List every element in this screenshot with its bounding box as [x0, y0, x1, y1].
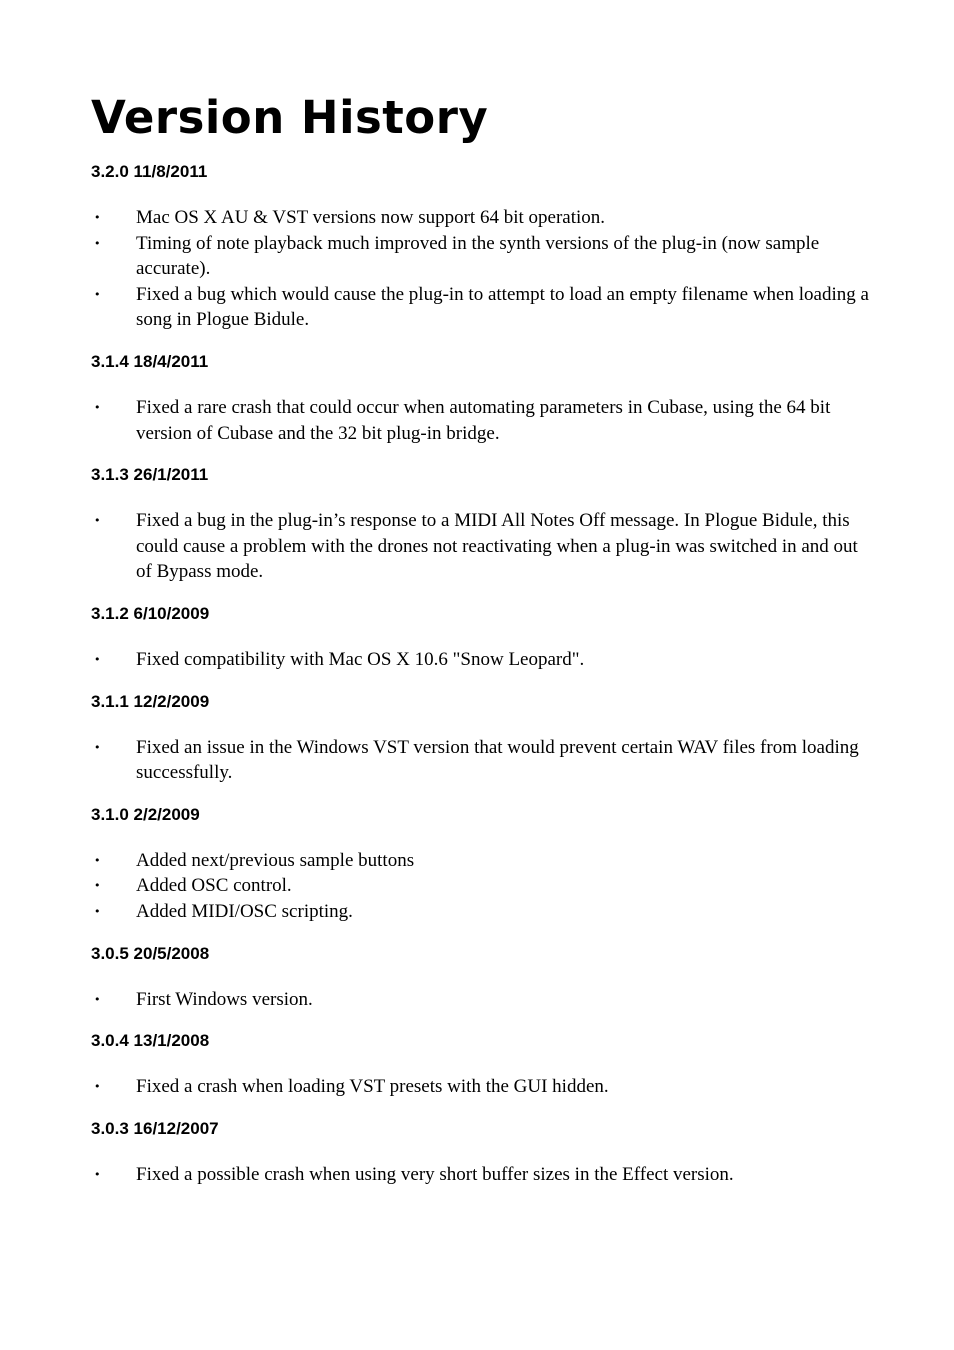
bullet-icon: •: [94, 904, 101, 918]
change-list: [91, 508, 871, 585]
version-section: [91, 805, 871, 925]
change-text: First Windows version.: [136, 988, 313, 1010]
change-text: Fixed a crash when loading VST presets with the GUI hidden.: [136, 1076, 609, 1098]
change-list: [91, 735, 871, 786]
version-heading: 3.1.0 2/2/2009: [91, 804, 200, 824]
bullet-icon: •: [94, 853, 101, 867]
version-heading: 3.0.3 16/12/2007: [91, 1118, 219, 1138]
change-list-item: [91, 899, 871, 925]
version-section: [91, 162, 871, 333]
bullet-icon: •: [94, 652, 101, 666]
change-list-item: [91, 205, 871, 231]
version-heading: 3.1.1 12/2/2009: [91, 691, 210, 711]
version-section: [91, 604, 871, 673]
version-section: [91, 692, 871, 786]
version-list: [91, 162, 871, 1187]
change-list-item: [91, 987, 871, 1013]
change-text: Fixed an issue in the Windows VST version that would prevent certain WAV files from loading successfully.: [136, 736, 859, 784]
change-text: Mac OS X AU & VST versions now support 64 bit operation.: [136, 207, 606, 228]
change-text: Fixed compatibility with Mac OS X 10.6 "Snow Leopard".: [136, 648, 585, 670]
change-list: [91, 205, 871, 333]
change-list-item: [91, 282, 871, 333]
bullet-icon: •: [94, 992, 101, 1006]
bullet-icon: •: [94, 400, 101, 414]
change-text: Fixed a possible crash when using very short buffer sizes in the Effect version.: [136, 1163, 734, 1185]
change-list-item: [91, 848, 871, 874]
change-list-item: [91, 1162, 871, 1188]
change-list: [91, 987, 871, 1013]
document-page: [91, 88, 871, 1206]
version-heading: 3.2.0 11/8/2011: [91, 162, 208, 181]
change-list: [91, 848, 871, 925]
change-text: Fixed a rare crash that could occur when automating parameters in Cubase, using the 64 bit version of Cubase and the 32 bit plug-in bridge.: [136, 396, 831, 444]
change-text: Timing of note playback much improved in the synth versions of the plug-in (now sample accurate).: [136, 232, 820, 280]
bullet-icon: •: [94, 236, 101, 250]
change-list-item: [91, 873, 871, 899]
version-section: [91, 1119, 871, 1188]
change-list-item: [91, 508, 871, 585]
change-list: [91, 647, 871, 673]
version-heading: 3.0.4 13/1/2008: [91, 1031, 210, 1051]
version-heading: 3.1.4 18/4/2011: [91, 351, 209, 371]
change-list: [91, 395, 871, 446]
version-section: [91, 352, 871, 446]
change-text: Added next/previous sample buttons: [136, 849, 415, 871]
change-list-item: [91, 735, 871, 786]
page-title: Version History: [91, 91, 489, 144]
version-heading: 3.1.2 6/10/2009: [91, 603, 210, 623]
version-section: [91, 944, 871, 1013]
change-text: Added MIDI/OSC scripting.: [136, 900, 353, 922]
change-text: Fixed a bug in the plug-in’s response to a MIDI All Notes Off message. In Plogue Bidule, this could cause a problem with the drones not reactivating when a plug-in was switched in and out of Bypass mode.: [136, 510, 858, 583]
change-list: [91, 1162, 871, 1188]
bullet-icon: •: [94, 287, 101, 301]
change-list-item: [91, 647, 871, 673]
version-heading: 3.0.5 20/5/2008: [91, 943, 210, 963]
bullet-icon: •: [94, 1080, 101, 1094]
change-list-item: [91, 1074, 871, 1100]
version-section: [91, 465, 871, 585]
change-list-item: [91, 395, 871, 446]
bullet-icon: •: [94, 514, 101, 528]
bullet-icon: •: [94, 740, 101, 754]
bullet-icon: •: [94, 1167, 101, 1181]
change-list: [91, 1074, 871, 1100]
bullet-icon: •: [94, 879, 101, 893]
bullet-icon: •: [94, 211, 101, 224]
version-heading: 3.1.3 26/1/2011: [91, 465, 209, 485]
version-section: [91, 1031, 871, 1100]
change-list-item: [91, 231, 871, 282]
change-text: Added OSC control.: [136, 875, 292, 897]
change-text: Fixed a bug which would cause the plug-in to attempt to load an empty filename when loading a song in Plogue Bidule.: [136, 283, 869, 331]
